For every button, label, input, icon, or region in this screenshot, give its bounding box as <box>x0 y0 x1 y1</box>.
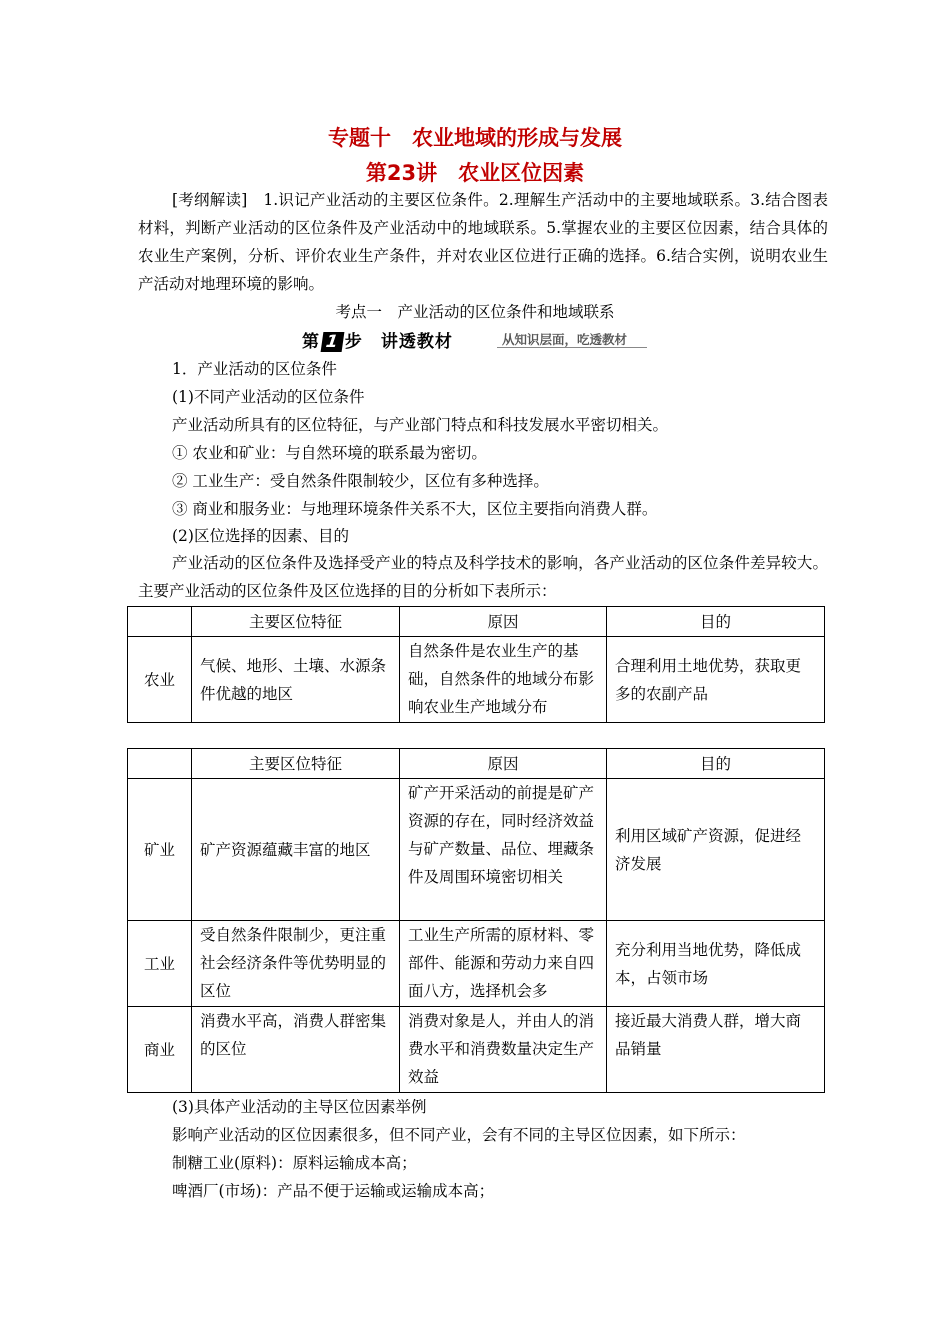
row-label: 商业 <box>128 1007 192 1093</box>
feature-cell: 消费水平高，消费人群密集的区位 <box>192 1007 400 1093</box>
heading-1: 1．产业活动的区位条件 <box>172 360 337 378</box>
list-item-agriculture-mining: ① 农业和矿业：与自然环境的联系最为密切。 <box>172 444 487 462</box>
step-banner <box>292 325 658 351</box>
example-brewery: 啤酒厂(市场)：产品不便于运输或运输成本高； <box>172 1182 495 1200</box>
table-other-industries <box>127 748 825 1093</box>
header-cell: 目的 <box>607 607 825 637</box>
table-row <box>128 779 825 921</box>
header-cell: 主要区位特征 <box>192 607 400 637</box>
banner-subtitle: 从知识层面，吃透教材 <box>502 332 628 347</box>
header-cell: 原因 <box>400 607 607 637</box>
header-cell <box>128 607 192 637</box>
reason-cell: 工业生产所需的原材料、零部件、能源和劳动力来自四面八方，选择机会多 <box>400 921 607 1007</box>
row-label: 矿业 <box>128 779 192 921</box>
row-label: 工业 <box>128 921 192 1007</box>
reason-cell: 消费对象是人，并由人的消费水平和消费数量决定生产效益 <box>400 1007 607 1093</box>
table-row <box>128 921 825 1007</box>
heading-1-2: (2)区位选择的因素、目的 <box>172 527 349 545</box>
lesson-title: 第23讲 农业区位因素 <box>365 161 585 185</box>
banner-step-number: 1 <box>321 332 345 352</box>
section-title: 考点一 产业活动的区位条件和地域联系 <box>335 303 615 321</box>
header-cell: 目的 <box>607 749 825 779</box>
reason-cell: 矿产开采活动的前提是矿产资源的存在，同时经济效益与矿产数量、品位、埋藏条件及周围环境密切相关 <box>400 779 607 921</box>
list-item-commerce: ③ 商业和服务业：与地理环境条件关系不大，区位主要指向消费人群。 <box>172 500 658 518</box>
purpose-cell: 合理利用土地优势，获取更多的农副产品 <box>607 637 825 723</box>
purpose-cell: 充分利用当地优势，降低成本，占领市场 <box>607 921 825 1007</box>
feature-cell: 受自然条件限制少，更注重社会经济条件等优势明显的区位 <box>192 921 400 1007</box>
purpose-cell: 接近最大消费人群，增大商品销量 <box>607 1007 825 1093</box>
heading-1-3: (3)具体产业活动的主导区位因素举例 <box>172 1098 427 1116</box>
paragraph-1: 产业活动所具有的区位特征，与产业部门特点和科技发展水平密切相关。 <box>172 416 669 434</box>
chapter-title: 专题十 农业地域的形成与发展 <box>328 126 622 150</box>
banner-label: 第 1 步 讲透教材 <box>302 332 453 352</box>
table-header-row <box>128 607 825 637</box>
table-agriculture <box>127 606 825 723</box>
example-sugar: 制糖工业(原料)：原料运输成本高； <box>172 1154 417 1172</box>
feature-cell: 矿产资源蕴藏丰富的地区 <box>192 779 400 921</box>
purpose-cell: 利用区域矿产资源，促进经济发展 <box>607 779 825 921</box>
header-cell: 主要区位特征 <box>192 749 400 779</box>
table-row <box>128 1007 825 1093</box>
row-label: 农业 <box>128 637 192 723</box>
list-item-industry: ② 工业生产：受自然条件限制较少，区位有多种选择。 <box>172 472 549 490</box>
table-header-row <box>128 749 825 779</box>
header-cell: 原因 <box>400 749 607 779</box>
banner-underline <box>497 347 647 348</box>
syllabus-paragraph: [考纲解读] 1.识记产业活动的主要区位条件。2.理解生产活动中的主要地域联系。3.结合图表材料，判断产业活动的区位条件及产业活动中的地域联系。5.掌握农业的主要区位因素，结合具体的农业生产案例，分析、评价农业生产条件，并对农业区位进行正确的选择。6.结合实例，说明农业生产活动对地理环境的影响。 <box>138 191 828 293</box>
paragraph-2: 产业活动的区位条件及选择受产业的特点及科学技术的影响，各产业活动的区位条件差异较大。主要产业活动的区位条件及区位选择的目的分析如下表所示： <box>138 554 828 600</box>
header-cell <box>128 749 192 779</box>
heading-1-1: (1)不同产业活动的区位条件 <box>172 388 365 406</box>
feature-cell: 气候、地形、土壤、水源条件优越的地区 <box>192 637 400 723</box>
table-row <box>128 637 825 723</box>
paragraph-3: 影响产业活动的区位因素很多，但不同产业，会有不同的主导区位因素，如下所示： <box>172 1126 746 1144</box>
reason-cell: 自然条件是农业生产的基础，自然条件的地域分布影响农业生产地域分布 <box>400 637 607 723</box>
